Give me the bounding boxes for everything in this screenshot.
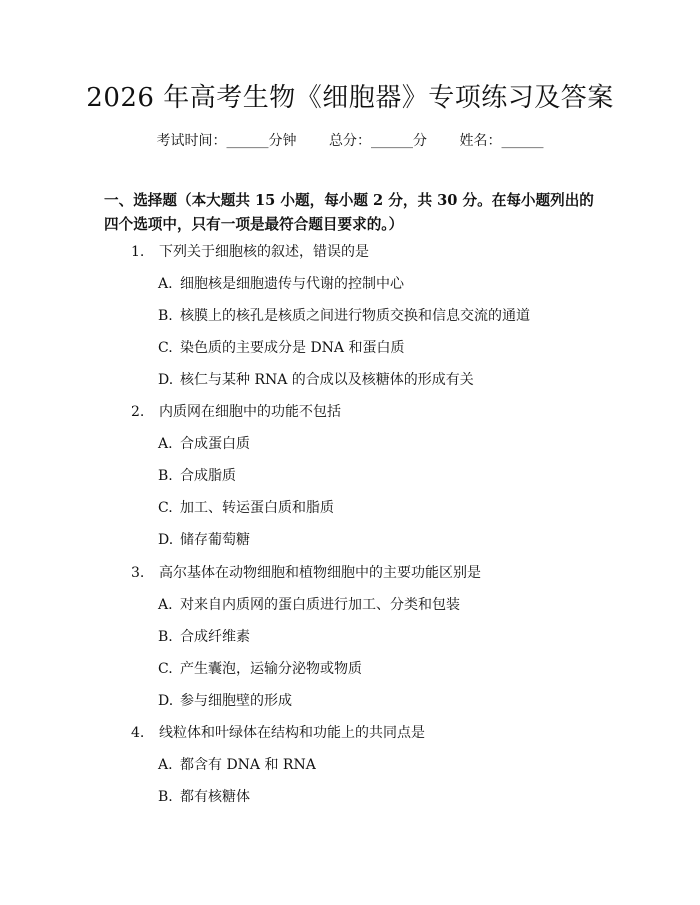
question-2 (131, 402, 341, 422)
option-text: 核仁与某种 RNA 的合成以及核糖体的形成有关 (180, 372, 474, 388)
question-1-option-b (158, 306, 530, 326)
question-stem: 线粒体和叶绿体在结构和功能上的共同点是 (159, 725, 425, 741)
question-number: 3. (131, 565, 145, 581)
exam-meta-line (0, 131, 700, 151)
option-letter: B. (158, 789, 173, 805)
question-3-option-a (158, 595, 460, 615)
option-text: 参与细胞壁的形成 (180, 693, 292, 709)
option-text: 细胞核是细胞遗传与代谢的控制中心 (180, 276, 404, 292)
option-text: 储存葡萄糖 (180, 532, 250, 548)
option-text: 产生囊泡，运输分泌物或物质 (180, 661, 362, 677)
question-1-option-d (158, 370, 474, 390)
option-text: 都含有 DNA 和 RNA (180, 757, 316, 773)
question-number: 2. (131, 404, 145, 420)
option-letter: A. (158, 757, 173, 773)
option-text: 都有核糖体 (180, 789, 250, 805)
question-1-option-c (158, 338, 405, 358)
exam-time-field: 考试时间：______分钟 (156, 133, 297, 149)
option-letter: A. (158, 436, 173, 452)
question-stem: 下列关于细胞核的叙述，错误的是 (159, 244, 369, 260)
question-2-option-d (158, 530, 250, 550)
option-letter: A. (158, 597, 173, 613)
question-stem: 内质网在细胞中的功能不包括 (159, 404, 341, 420)
question-2-option-b (158, 466, 236, 486)
option-letter: C. (158, 661, 173, 677)
option-letter: B. (158, 468, 173, 484)
option-letter: B. (158, 629, 173, 645)
option-text: 合成脂质 (180, 468, 236, 484)
question-3-option-c (158, 659, 362, 679)
option-letter: C. (158, 500, 173, 516)
option-letter: D. (158, 693, 174, 709)
question-3-option-b (158, 627, 250, 647)
document-title: 2026 年高考生物《细胞器》专项练习及答案 (86, 83, 614, 113)
student-name-field: 姓名：______ (459, 133, 544, 149)
option-letter: D. (158, 372, 174, 388)
question-1-option-a (158, 274, 404, 294)
question-2-option-a (158, 434, 250, 454)
option-text: 染色质的主要成分是 DNA 和蛋白质 (180, 340, 405, 356)
question-4 (131, 723, 425, 743)
option-letter: A. (158, 276, 173, 292)
question-3-option-d (158, 691, 292, 711)
option-text: 对来自内质网的蛋白质进行加工、分类和包装 (180, 597, 460, 613)
question-2-option-c (158, 498, 334, 518)
question-3 (131, 563, 481, 583)
question-4-option-b (158, 787, 250, 807)
option-text: 合成纤维素 (180, 629, 250, 645)
option-letter: D. (158, 532, 174, 548)
question-stem: 高尔基体在动物细胞和植物细胞中的主要功能区别是 (159, 565, 481, 581)
option-text: 合成蛋白质 (180, 436, 250, 452)
total-score-field: 总分：______分 (329, 133, 427, 149)
section-heading: 一、选择题（本大题共 15 小题，每小题 2 分，共 30 分。在每小题列出的四个选项中，只有一项是最符合题目要求的。） (104, 192, 594, 233)
question-number: 1. (131, 244, 145, 260)
option-letter: C. (158, 340, 173, 356)
question-number: 4. (131, 725, 145, 741)
option-text: 核膜上的核孔是核质之间进行物质交换和信息交流的通道 (180, 308, 530, 324)
option-letter: B. (158, 308, 173, 324)
question-1 (131, 242, 369, 262)
question-4-option-a (158, 755, 316, 775)
option-text: 加工、转运蛋白质和脂质 (180, 500, 334, 516)
